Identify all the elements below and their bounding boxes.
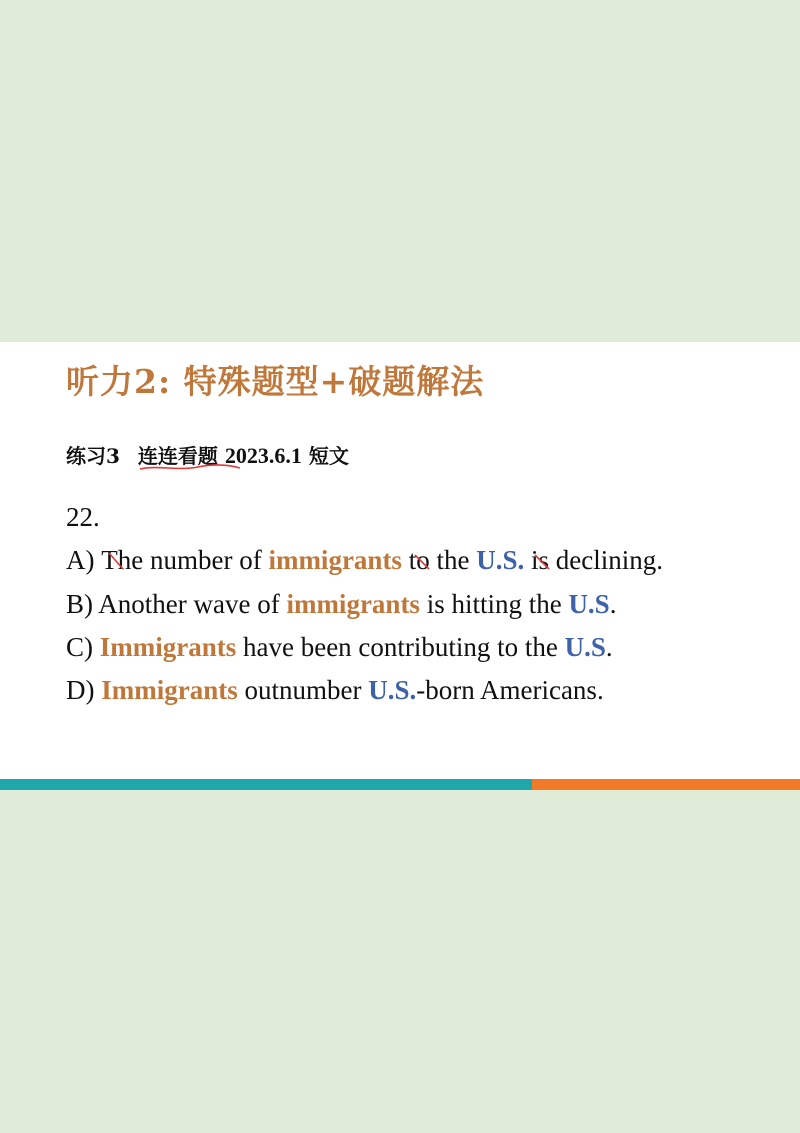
keyword-immigrants: immigrants (286, 589, 420, 619)
space (402, 545, 409, 575)
option-text: -born Americans. (416, 675, 604, 705)
keyword-us: U.S (568, 589, 610, 619)
keyword-immigrants: immigrants (268, 545, 402, 575)
option-text: have been contributing to the (236, 632, 565, 662)
question-number: 22. (66, 502, 100, 532)
option-d (66, 675, 604, 706)
option-text: . (605, 632, 613, 662)
annotated-word (409, 545, 430, 576)
word-to: to (408, 545, 430, 575)
slide-card (0, 342, 800, 790)
keyword-us: U.S (564, 632, 606, 662)
topic-label: 连连看题 (137, 444, 218, 468)
page-title: 听力2: 特殊题型+破题解法 (66, 362, 485, 401)
option-letter: A) (66, 545, 95, 575)
space (93, 632, 100, 662)
exercise-label: 练习3 (66, 444, 120, 468)
option-a (66, 545, 663, 576)
exercise-subtitle (66, 440, 349, 469)
space (524, 545, 531, 575)
keyword-us: U.S. (476, 545, 525, 575)
passage-type: 短文 (308, 444, 349, 468)
keyword-us: U.S. (368, 675, 417, 705)
red-strike-mark (409, 545, 433, 575)
option-text: declining. (548, 545, 663, 575)
keyword-immigrants: Immigrants (101, 675, 238, 705)
option-c (66, 632, 613, 663)
option-letter: D) (66, 675, 95, 705)
topic-underlined (138, 440, 218, 469)
option-letter: B) (66, 589, 93, 619)
keyword-immigrants: Immigrants (99, 632, 237, 662)
red-strike-mark (531, 545, 555, 575)
word-is: is (530, 545, 549, 575)
exam-date: 2023.6.1 (224, 443, 302, 468)
option-b (66, 589, 616, 620)
red-strike-mark (101, 545, 131, 575)
annotated-word (101, 545, 143, 576)
annotated-word (531, 545, 549, 576)
red-underline-mark (138, 462, 242, 472)
option-text: outnumber (237, 675, 369, 705)
footer-bar-teal (0, 779, 532, 790)
option-text: the (429, 545, 477, 575)
footer-bar-orange (532, 779, 800, 790)
option-text: . (609, 589, 617, 619)
option-text: is hitting the (419, 589, 569, 619)
option-text: Another wave of (93, 589, 287, 619)
option-letter: C) (66, 632, 93, 662)
option-text: number of (143, 545, 269, 575)
word-the: The (101, 545, 144, 575)
